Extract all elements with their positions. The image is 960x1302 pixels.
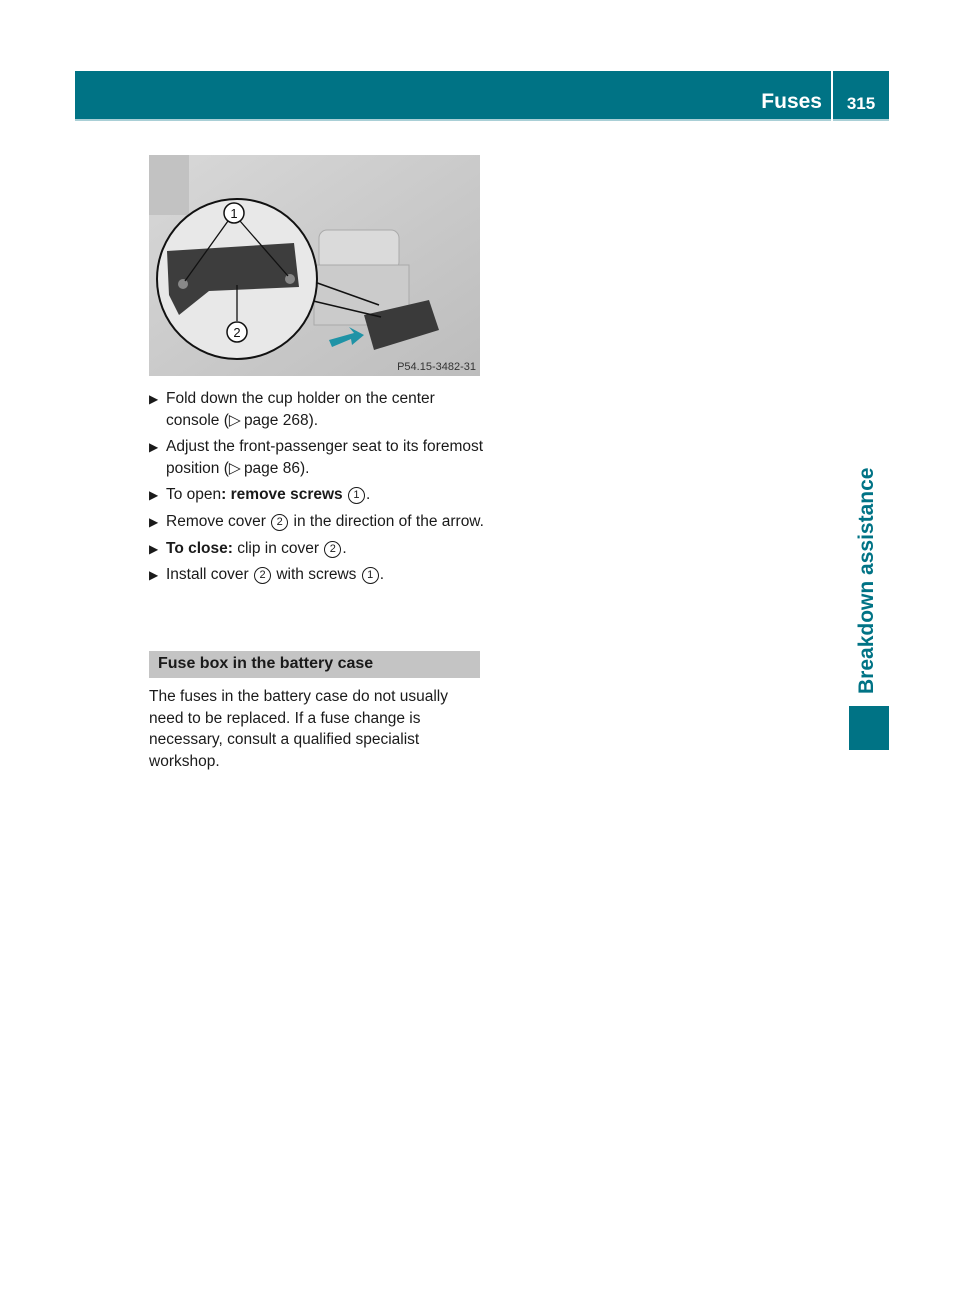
bullet-arrow-icon: ▶ [149, 392, 159, 406]
callout-number: 2 [254, 567, 271, 584]
step-fold-cup-holder: ▶ Fold down the cup holder on the center console (▷ page 268). [149, 390, 435, 429]
page-number: 315 [846, 94, 876, 113]
bullet-arrow-icon: ▶ [149, 568, 159, 582]
svg-text:1: 1 [230, 206, 238, 221]
section-heading: Fuse box in the battery case [149, 651, 480, 678]
bullet-arrow-icon: ▶ [149, 542, 159, 556]
page-ref-link[interactable]: page 268 [243, 412, 309, 429]
chapter-tab-marker [849, 706, 889, 750]
step-open: ▶ To open: remove screws 1 . [149, 484, 484, 506]
bullet-arrow-icon: ▶ [149, 440, 159, 454]
instruction-steps [149, 388, 484, 590]
chapter-tab-label: Breakdown assistance [855, 467, 878, 694]
illustration-svg [149, 155, 480, 376]
section-body-text: The fuses in the battery case do not usually need to be replaced. If a fuse change is necessary, consult a qualified specialist workshop. [149, 688, 448, 770]
bullet-arrow-icon: ▶ [149, 515, 159, 529]
callout-number: 2 [271, 514, 288, 531]
callout-number: 2 [324, 541, 341, 558]
section-title: Fuses [761, 90, 822, 113]
figure-code: P54.15-3482-31 [397, 361, 476, 373]
svg-text:2: 2 [233, 325, 241, 340]
fuse-cover-illustration [149, 155, 480, 376]
page-ref-link[interactable]: page 86 [243, 460, 300, 477]
step-close: ▶ To close: clip in cover 2 . [149, 538, 484, 560]
callout-number: 1 [348, 487, 365, 504]
page-ref-icon: ▷ [228, 460, 241, 477]
bullet-arrow-icon: ▶ [149, 488, 159, 502]
header-rule [75, 119, 889, 121]
step-remove-cover: ▶ Remove cover 2 in the direction of the arrow. [149, 510, 484, 534]
callout-number: 1 [362, 567, 379, 584]
step-install-cover: ▶ Install cover 2 with screws 1 . [149, 564, 484, 586]
step-adjust-seat: ▶ Adjust the front-passenger seat to its foremost position (▷ page 86). [149, 438, 484, 477]
page-ref-icon: ▷ [228, 412, 241, 429]
